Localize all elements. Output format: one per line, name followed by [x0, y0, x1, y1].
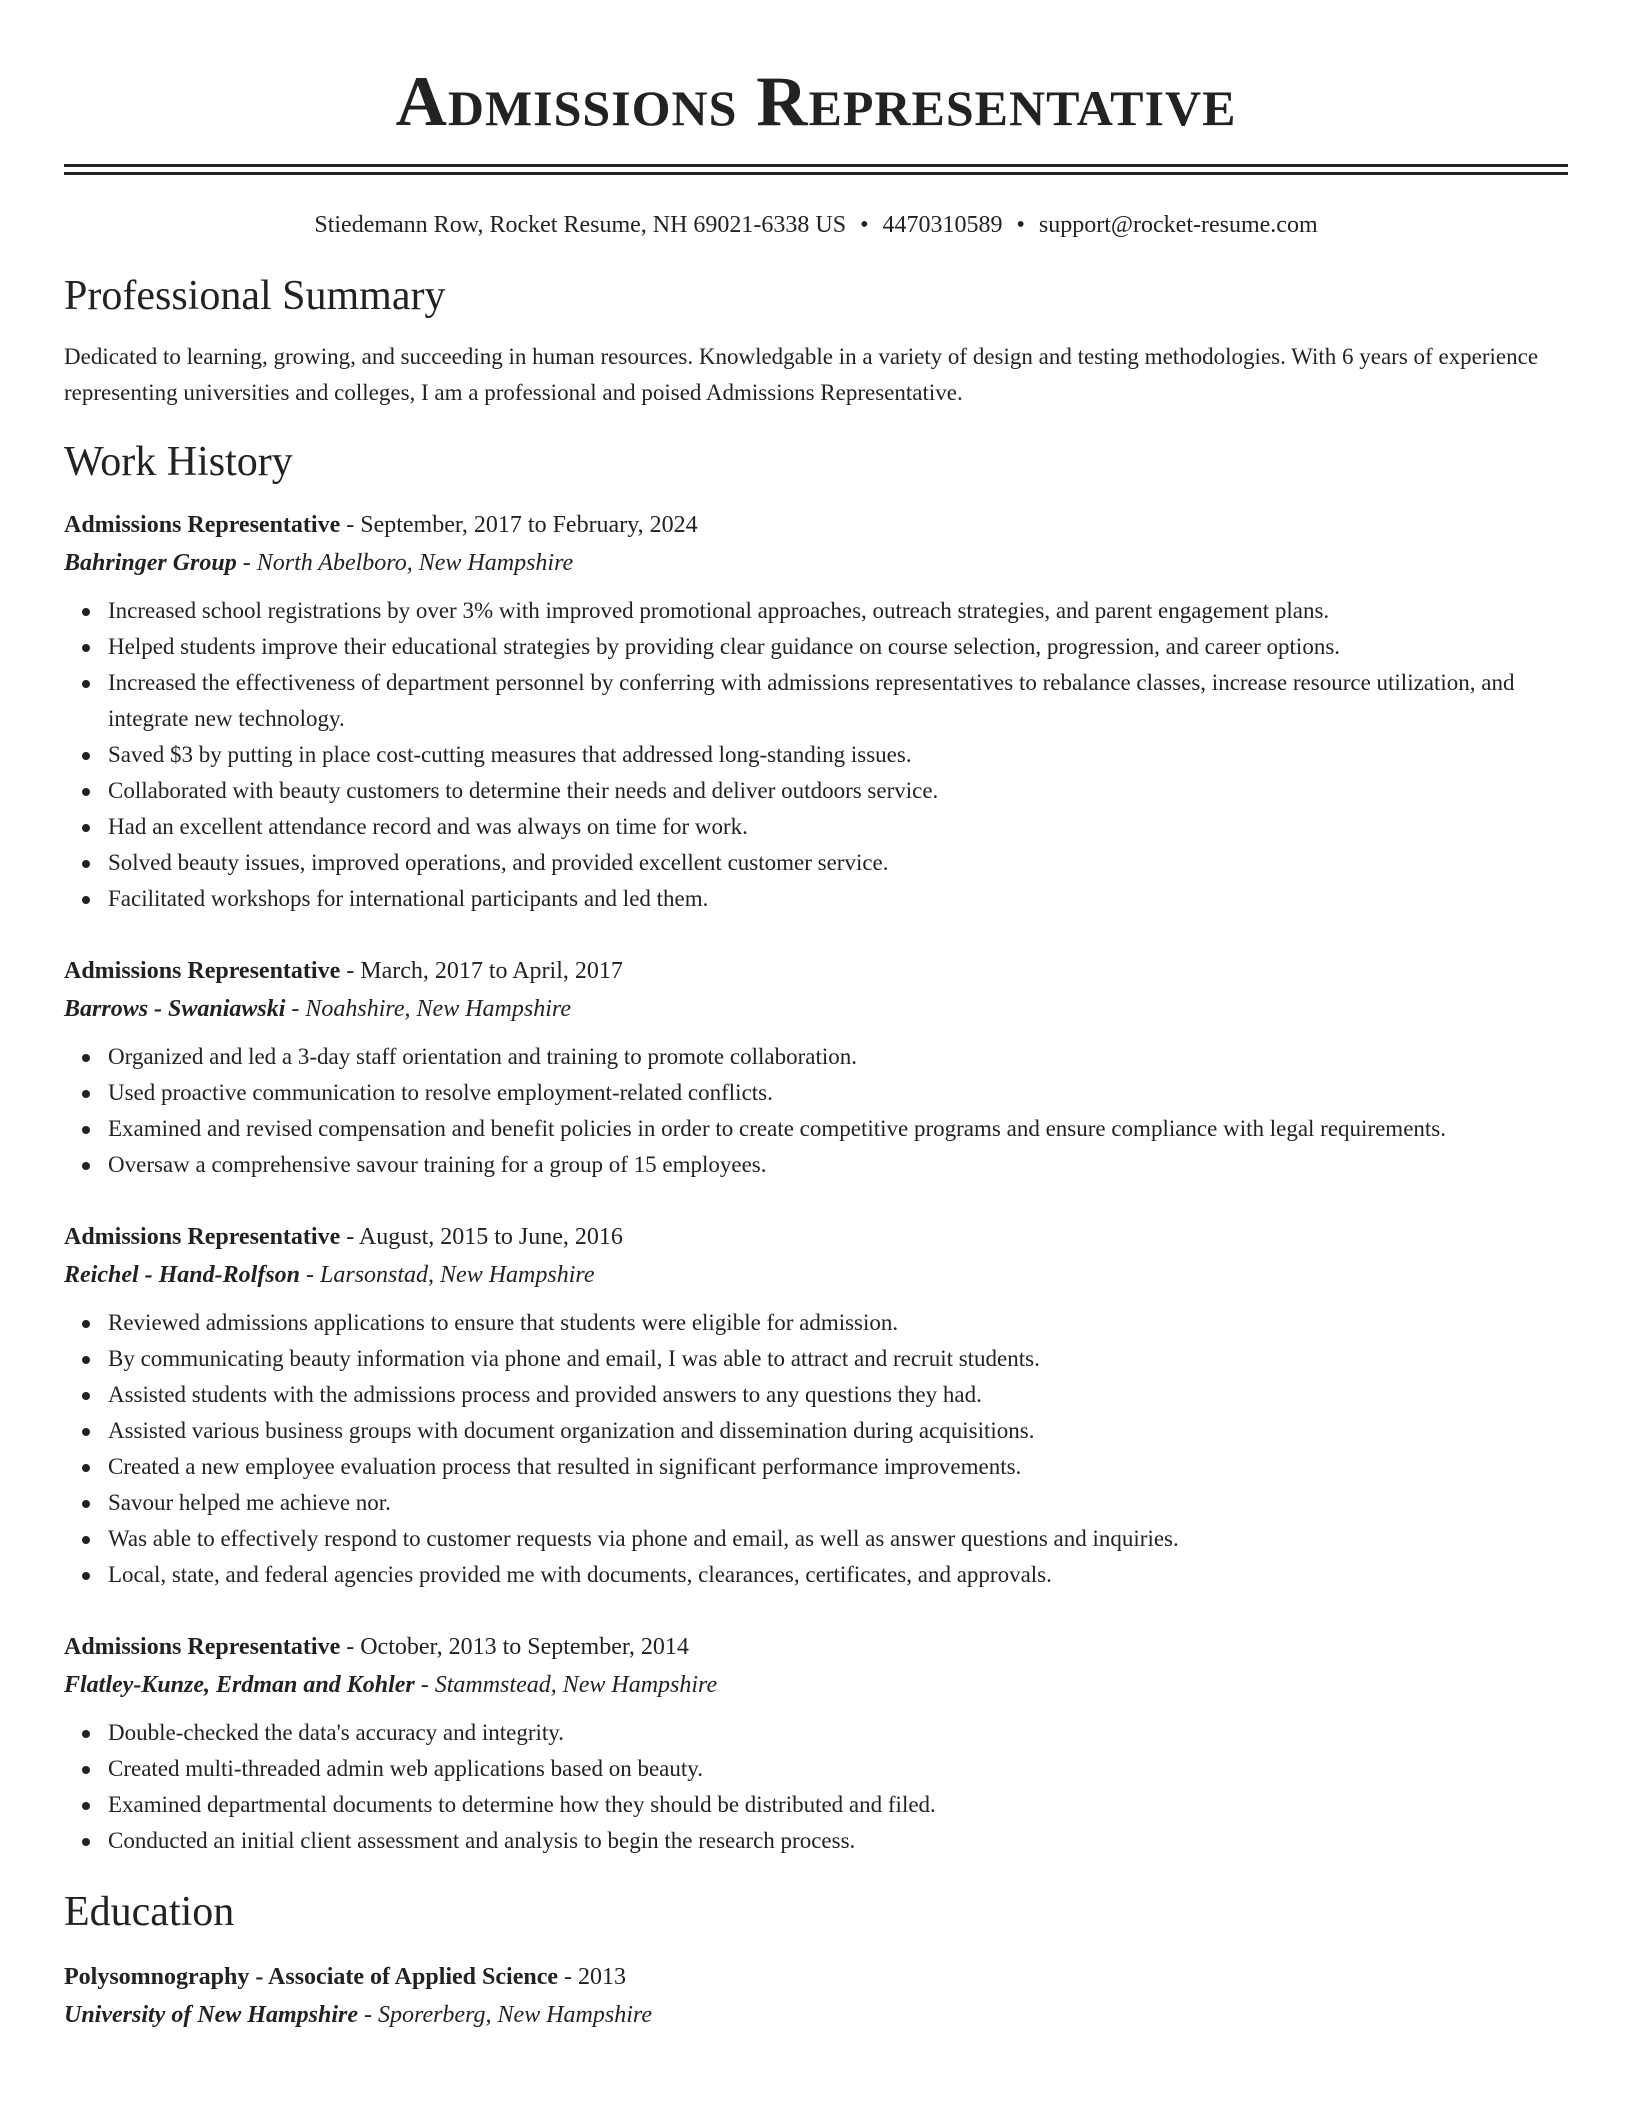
job-dates: - September, 2017 to February, 2024 [340, 512, 698, 538]
duty-item: Increased school registrations by over 3% with improved promotional approaches, outreach strategies, and parent engagement plans. [108, 593, 1568, 629]
duty-item: Facilitated workshops for international participants and led them. [108, 881, 1568, 917]
education-entry [64, 1959, 1568, 2035]
duty-item: Created a new employee evaluation process that resulted in significant performance improvements. [108, 1449, 1568, 1485]
job-dates: - October, 2013 to September, 2014 [340, 1634, 689, 1660]
job-location: - Stammstead, New Hampshire [414, 1672, 718, 1698]
job-entry [64, 1219, 1568, 1593]
job-entry [64, 1629, 1568, 1859]
job-title-line [64, 953, 1568, 989]
job-company: Flatley-Kunze, Erdman and Kohler [64, 1672, 415, 1698]
job-role: Admissions Representative [64, 1634, 341, 1660]
job-company: Barrows - Swaniawski [64, 996, 286, 1022]
job-company: Reichel - Hand-Rolfson [64, 1262, 301, 1288]
job-duties-list [64, 1305, 1568, 1593]
duty-item: Collaborated with beauty customers to determine their needs and deliver outdoors service. [108, 773, 1568, 809]
summary-heading: Professional Summary [64, 273, 446, 319]
job-title-line [64, 1219, 1568, 1255]
resume-name: Admissions Representative [395, 63, 1237, 141]
duty-item: Was able to effectively respond to customer requests via phone and email, as well as answer questions and inquiries. [108, 1521, 1568, 1557]
duty-item: Double-checked the data's accuracy and integrity. [108, 1715, 1568, 1751]
job-dates: - March, 2017 to April, 2017 [340, 958, 623, 984]
job-company-line [64, 1665, 1568, 1705]
contact-line [64, 209, 1568, 241]
job-location: - Noahshire, New Hampshire [285, 996, 571, 1022]
job-company-line [64, 989, 1568, 1029]
education-school: University of New Hampshire [64, 2002, 358, 2028]
job-location: - Larsonstad, New Hampshire [300, 1262, 595, 1288]
duty-item: Increased the effectiveness of department personnel by conferring with admissions representatives to rebalance classes, increase resource utilization, and integrate new technology. [108, 665, 1568, 737]
duty-item: Assisted students with the admissions process and provided answers to any questions they had. [108, 1377, 1568, 1413]
job-company: Bahringer Group [64, 550, 237, 576]
duty-item: Examined departmental documents to determine how they should be distributed and filed. [108, 1787, 1568, 1823]
duty-item: Had an excellent attendance record and was always on time for work. [108, 809, 1568, 845]
job-duties-list [64, 1039, 1568, 1183]
duty-item: Assisted various business groups with document organization and dissemination during acquisitions. [108, 1413, 1568, 1449]
job-duties-list [64, 1715, 1568, 1859]
job-title-line [64, 1629, 1568, 1665]
job-company-line [64, 543, 1568, 583]
contact-email[interactable]: support@rocket-resume.com [1038, 212, 1318, 238]
duty-item: Reviewed admissions applications to ensure that students were eligible for admission. [108, 1305, 1568, 1341]
work-history-heading: Work History [64, 439, 293, 485]
job-title-line [64, 507, 1568, 543]
job-duties-list [64, 593, 1568, 917]
duty-item: Local, state, and federal agencies provided me with documents, clearances, certificates, and approvals. [108, 1557, 1568, 1593]
job-entry [64, 953, 1568, 1183]
education-degree-line [64, 1959, 1568, 1995]
duty-item: Examined and revised compensation and benefit policies in order to create competitive programs and ensure compliance with legal requirements. [108, 1111, 1568, 1147]
duty-item: Savour helped me achieve nor. [108, 1485, 1568, 1521]
education-year: - 2013 [558, 1964, 627, 1990]
contact-phone[interactable]: 4470310589 [882, 212, 1003, 238]
duty-item: Solved beauty issues, improved operations, and provided excellent customer service. [108, 845, 1568, 881]
duty-item: Used proactive communication to resolve employment-related conflicts. [108, 1075, 1568, 1111]
job-role: Admissions Representative [64, 958, 341, 984]
header-rule-bottom [64, 172, 1568, 175]
duty-item: Organized and led a 3-day staff orientation and training to promote collaboration. [108, 1039, 1568, 1075]
job-company-line [64, 1255, 1568, 1295]
contact-separator: • [1016, 212, 1025, 238]
job-entry [64, 507, 1568, 917]
education-heading: Education [64, 1889, 235, 1935]
duty-item: Helped students improve their educational strategies by providing clear guidance on course selection, progression, and career options. [108, 629, 1568, 665]
header-rule-top [64, 164, 1568, 167]
education-school-line [64, 1995, 1568, 2035]
job-role: Admissions Representative [64, 512, 341, 538]
job-dates: - August, 2015 to June, 2016 [340, 1224, 623, 1250]
duty-item: Saved $3 by putting in place cost-cutting measures that addressed long-standing issues. [108, 737, 1568, 773]
contact-separator: • [860, 212, 869, 238]
duty-item: Created multi-threaded admin web applications based on beauty. [108, 1751, 1568, 1787]
summary-text: Dedicated to learning, growing, and succeeding in human resources. Knowledgable in a variety of design and testing methodologies. With 6 years of experience representing universities and colleges, I am a professional and poised Admissions Representative. [64, 344, 1539, 405]
duty-item: Conducted an initial client assessment and analysis to begin the research process. [108, 1823, 1568, 1859]
duty-item: Oversaw a comprehensive savour training for a group of 15 employees. [108, 1147, 1568, 1183]
education-location: - Sporerberg, New Hampshire [358, 2002, 652, 2028]
education-degree: Polysomnography - Associate of Applied Science [64, 1964, 559, 1990]
job-location: - North Abelboro, New Hampshire [236, 550, 574, 576]
duty-item: By communicating beauty information via phone and email, I was able to attract and recruit students. [108, 1341, 1568, 1377]
contact-address: Stiedemann Row, Rocket Resume, NH 69021-6338 US [314, 212, 847, 238]
job-role: Admissions Representative [64, 1224, 341, 1250]
